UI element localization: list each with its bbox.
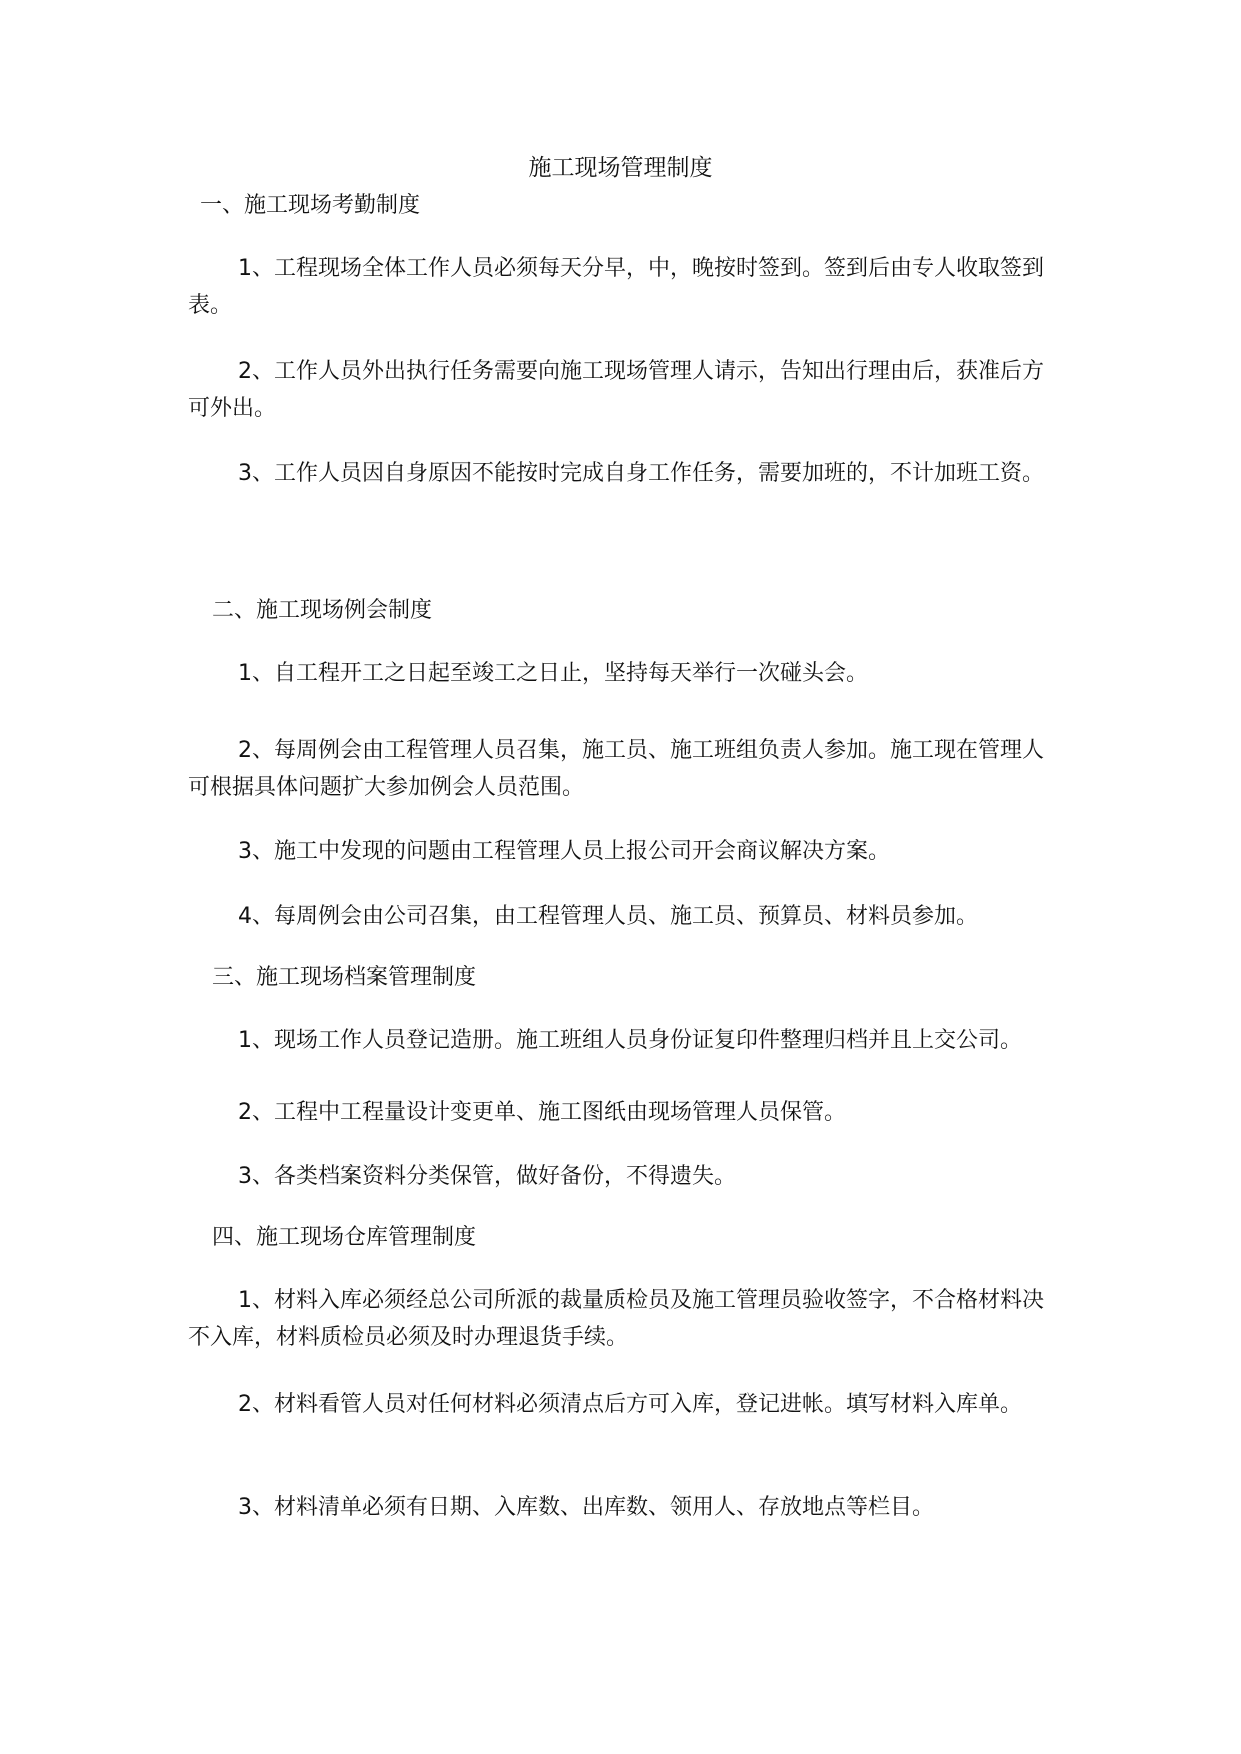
paragraph-text: 1、工程现场全体工作人员必须每天分早，中，晚按时签到。签到后由专人收取签到表。 bbox=[188, 256, 1044, 318]
paragraph-text: 1、自工程开工之日起至竣工之日止，坚持每天举行一次碰头会。 bbox=[238, 661, 868, 686]
paragraph bbox=[188, 1386, 1058, 1423]
paragraph bbox=[188, 1489, 1058, 1526]
section-heading-4: 四、施工现场仓库管理制度 bbox=[212, 1225, 477, 1250]
paragraph bbox=[188, 898, 1058, 935]
paragraph bbox=[188, 353, 1058, 427]
section-heading-2: 二、施工现场例会制度 bbox=[212, 598, 433, 623]
paragraph bbox=[188, 455, 1058, 492]
document-title: 施工现场管理制度 bbox=[528, 155, 713, 181]
paragraph bbox=[188, 250, 1058, 324]
paragraph bbox=[188, 732, 1058, 806]
paragraph-text: 1、现场工作人员登记造册。施工班组人员身份证复印件整理归档并且上交公司。 bbox=[238, 1028, 1022, 1053]
paragraph-text: 2、材料看管人员对任何材料必须清点后方可入库，登记进帐。填写材料入库单。 bbox=[238, 1392, 1022, 1417]
paragraph-text: 1、材料入库必须经总公司所派的裁量质检员及施工管理员验收签字，不合格材料决不入库，材料质检员必须及时办理退货手续。 bbox=[188, 1288, 1044, 1350]
paragraph-text: 3、施工中发现的问题由工程管理人员上报公司开会商议解决方案。 bbox=[238, 839, 890, 864]
paragraph bbox=[188, 1282, 1058, 1356]
paragraph bbox=[188, 655, 1058, 692]
paragraph-text: 3、材料清单必须有日期、入库数、出库数、领用人、存放地点等栏目。 bbox=[238, 1495, 934, 1520]
paragraph bbox=[188, 1158, 1058, 1195]
paragraph-text: 4、每周例会由公司召集，由工程管理人员、施工员、预算员、材料员参加。 bbox=[238, 904, 978, 929]
paragraph-text: 3、工作人员因自身原因不能按时完成自身工作任务，需要加班的，不计加班工资。 bbox=[238, 461, 1044, 486]
paragraph-text: 3、各类档案资料分类保管，做好备份，不得遗失。 bbox=[238, 1164, 736, 1189]
section-heading-3: 三、施工现场档案管理制度 bbox=[212, 965, 477, 990]
paragraph-text: 2、工程中工程量设计变更单、施工图纸由现场管理人员保管。 bbox=[238, 1100, 846, 1125]
paragraph bbox=[188, 1022, 1058, 1059]
section-heading-1: 一、施工现场考勤制度 bbox=[200, 193, 421, 218]
paragraph-text: 2、每周例会由工程管理人员召集，施工员、施工班组负责人参加。施工现在管理人可根据具体问题扩大参加例会人员范围。 bbox=[188, 738, 1044, 800]
paragraph-text: 2、工作人员外出执行任务需要向施工现场管理人请示，告知出行理由后，获准后方可外出。 bbox=[188, 359, 1044, 421]
paragraph bbox=[188, 1094, 1058, 1131]
paragraph bbox=[188, 833, 1058, 870]
